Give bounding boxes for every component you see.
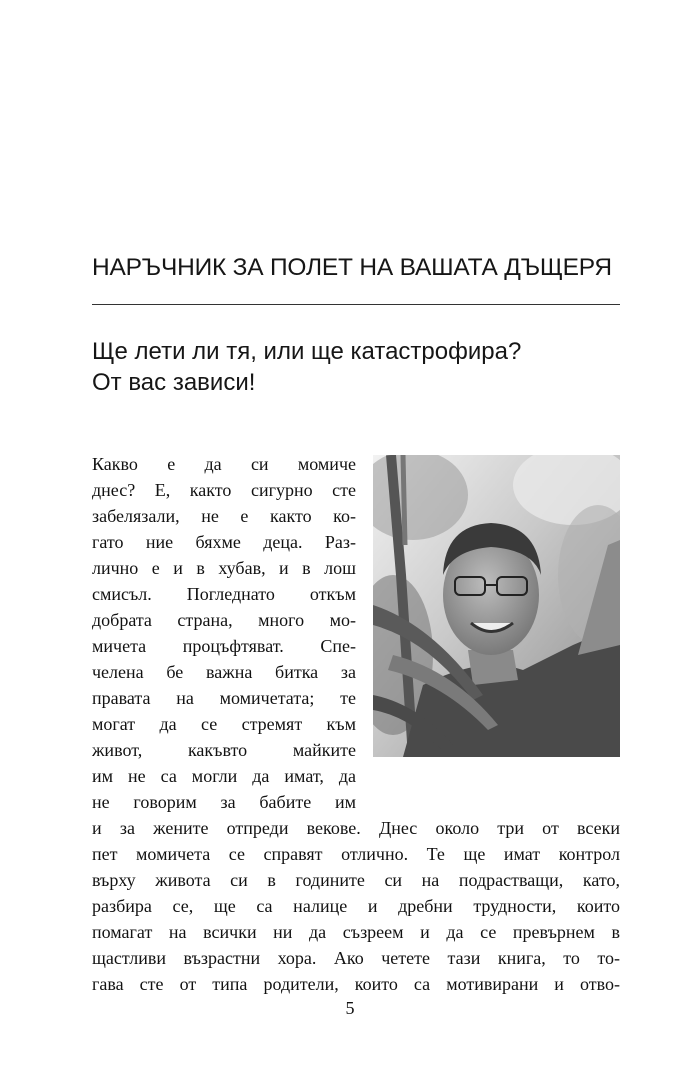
body-line: Какво е да си момиче xyxy=(92,454,356,474)
body-line: върху живота си в годините си на подрастващи, като, xyxy=(92,870,620,890)
body-line: помагат на всички ни да съзреем и да се превърнем в xyxy=(92,922,620,942)
body-line: мичета процъфтяват. Спе- xyxy=(92,636,356,656)
body-line: гава сте от типа родители, които са мотивирани и отво- xyxy=(92,974,620,994)
body-line: и за жените отпреди векове. Днес около три от всеки xyxy=(92,818,620,838)
subtitle-line: Ще лети ли тя, или ще катастрофира? xyxy=(92,338,522,365)
chapter-subtitle xyxy=(92,336,632,398)
body-line: гато ние бяхме деца. Раз- xyxy=(92,532,356,552)
title-rule xyxy=(92,304,620,305)
body-line: им не са могли да имат, да xyxy=(92,766,356,786)
chapter-title: НАРЪЧНИК ЗА ПОЛЕТ НА ВАШАТА ДЪЩЕРЯ xyxy=(92,254,612,281)
author-photo xyxy=(373,455,620,757)
body-line: правата на момичетата; те xyxy=(92,688,356,708)
body-line: щастливи възрастни хора. Ако четете тази книга, то то- xyxy=(92,948,620,968)
body-line: пет момичета се справят отлично. Те ще имат контрол xyxy=(92,844,620,864)
body-line: смисъл. Погледнато откъм xyxy=(92,584,356,604)
body-line: разбира се, ще са налице и дребни трудности, които xyxy=(92,896,620,916)
body-line: забелязали, не е както ко- xyxy=(92,506,356,526)
subtitle-line: От вас зависи! xyxy=(92,369,256,396)
body-line: не говорим за бабите им xyxy=(92,792,356,812)
body-line: лично е и в хубав, и в лош xyxy=(92,558,356,578)
body-line: днес? Е, както сигурно сте xyxy=(92,480,356,500)
body-line: могат да се стремят към xyxy=(92,714,356,734)
body-line: живот, какъвто майките xyxy=(92,740,356,760)
author-portrait-image xyxy=(373,455,620,757)
page-number: 5 xyxy=(345,998,355,1018)
body-line: добрата страна, много мо- xyxy=(92,610,356,630)
body-line: челена бе важна битка за xyxy=(92,662,356,682)
